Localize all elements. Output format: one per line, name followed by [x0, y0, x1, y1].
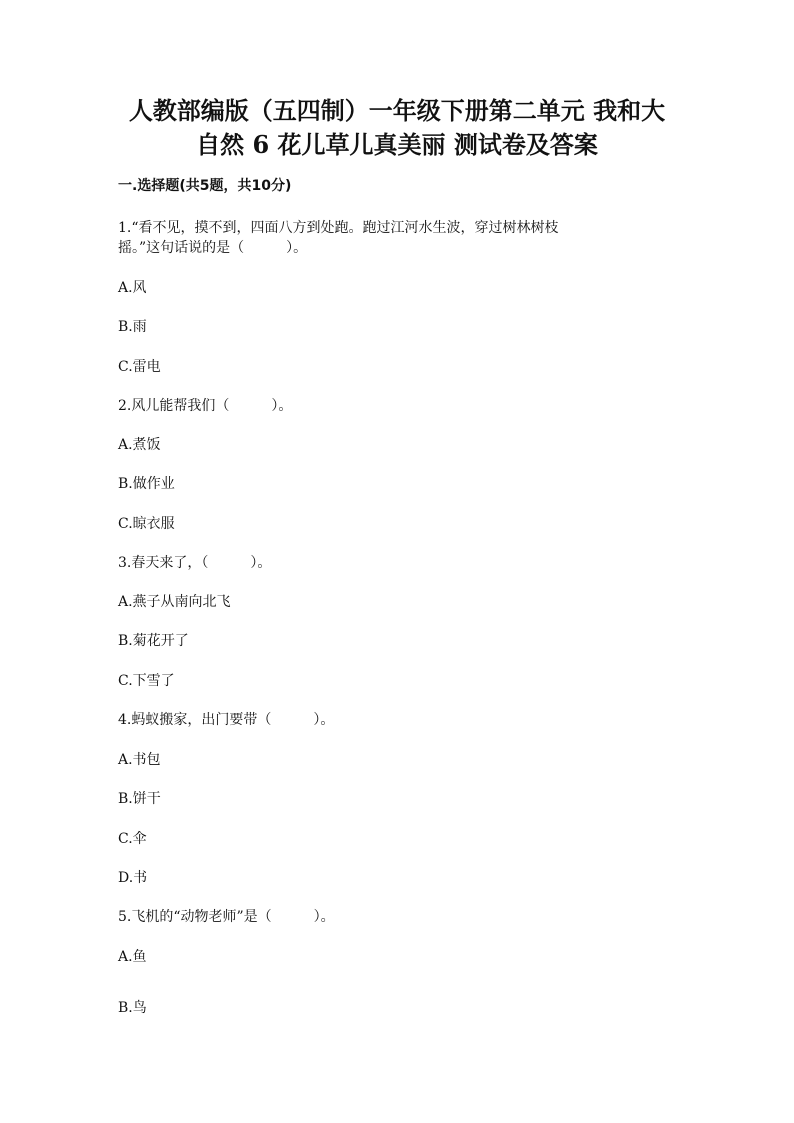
- section-heading: 一.选择题(共5题，共10分): [118, 178, 292, 194]
- question-3-option-a: A.燕子从南向北飞: [118, 594, 231, 610]
- question-2-option-c: C.晾衣服: [118, 516, 175, 532]
- document-title-line-2: 自然 6 花儿草儿真美丽 测试卷及答案: [196, 130, 598, 159]
- question-4-option-d: D.书: [118, 870, 148, 886]
- question-3-option-c: C.下雪了: [118, 673, 175, 689]
- question-4-option-b: B.饼干: [118, 791, 161, 807]
- question-5-option-b: B.鸟: [118, 1000, 147, 1016]
- question-3-option-b: B.菊花开了: [118, 633, 189, 649]
- question-3-stem: 3.春天来了，（ ）。: [118, 555, 272, 571]
- question-4-option-c: C.伞: [118, 831, 147, 847]
- question-1-option-a: A.风: [118, 280, 147, 296]
- question-4-stem: 4.蚂蚁搬家，出门要带（ ）。: [118, 712, 335, 728]
- question-1-option-c: C.雷电: [118, 359, 161, 375]
- document-title-line-1: 人教部编版（五四制）一年级下册第二单元 我和大: [128, 96, 666, 125]
- question-5-option-a: A.鱼: [118, 949, 147, 965]
- question-1-option-b: B.雨: [118, 319, 147, 335]
- question-5-stem: 5.飞机的“动物老师”是（ ）。: [118, 909, 335, 925]
- question-1-stem-line-2: 摇。”这句话说的是（ ）。: [118, 240, 308, 256]
- question-2-stem: 2.风儿能帮我们（ ）。: [118, 398, 293, 414]
- question-4-option-a: A.书包: [118, 752, 161, 768]
- question-2-option-b: B.做作业: [118, 476, 175, 492]
- question-2-option-a: A.煮饭: [118, 437, 161, 453]
- question-1-stem-line-1: 1.“看不见，摸不到，四面八方到处跑。跑过江河水生波，穿过树林树枝: [118, 220, 559, 236]
